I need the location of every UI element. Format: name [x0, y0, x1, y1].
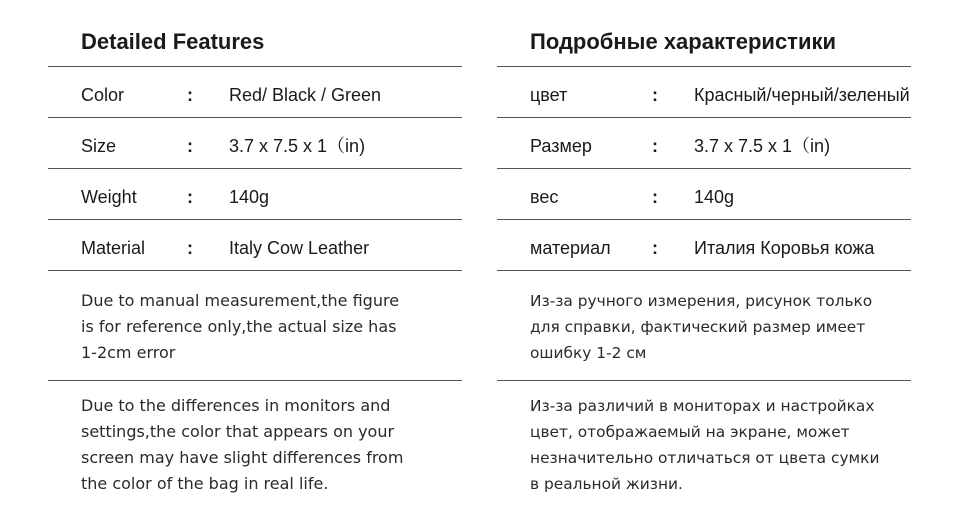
color-difference-note-ru: Из-за различий в мониторах и настройках цвет, отображаемый на экране, может незначительно отличаться от цвета сумки в реальной жизни. — [530, 397, 880, 493]
material-label: Material — [81, 238, 146, 258]
material-separator-ru: : — [652, 238, 658, 258]
material-value-ru: Италия Коровья кожа — [694, 238, 875, 258]
size-row — [48, 118, 462, 169]
weight-value-ru: 140g — [694, 187, 735, 207]
size-value: 3.7 x 7.5 x 1（in) — [229, 136, 366, 156]
color-separator-ru: : — [652, 85, 658, 105]
english-features-column — [48, 0, 462, 511]
russian-title: Подробные характеристики — [497, 0, 911, 67]
russian-features-column — [497, 0, 911, 511]
english-title: Detailed Features — [48, 0, 462, 67]
measurement-note: Due to manual measurement,the figure is for reference only,the actual size has 1-2cm error — [48, 271, 462, 381]
size-value-ru: 3.7 x 7.5 x 1（in) — [694, 136, 831, 156]
color-label-ru: цвет — [530, 85, 568, 105]
color-value-ru: Красный/черный/зеленый — [694, 85, 910, 105]
weight-value: 140g — [229, 187, 270, 207]
material-label-ru: материал — [530, 238, 611, 258]
weight-row-ru — [497, 169, 911, 220]
material-separator: : — [187, 238, 193, 258]
color-row-ru — [497, 67, 911, 118]
weight-row — [48, 169, 462, 220]
size-label: Size — [81, 136, 117, 156]
size-separator-ru: : — [652, 136, 658, 156]
measurement-note-ru: Из-за ручного измерения, рисунок только для справки, фактический размер имеет ошибку 1-2 см — [497, 271, 911, 381]
color-value: Red/ Black / Green — [229, 85, 382, 105]
weight-label-ru: вес — [530, 187, 559, 207]
weight-label: Weight — [81, 187, 137, 207]
color-separator: : — [187, 85, 193, 105]
color-row — [48, 67, 462, 118]
size-separator: : — [187, 136, 193, 156]
material-row-ru — [497, 220, 911, 271]
material-value: Italy Cow Leather — [229, 238, 370, 258]
color-label: Color — [81, 85, 125, 105]
weight-separator-ru: : — [652, 187, 658, 207]
color-difference-note: Due to the differences in monitors and settings,the color that appears on your screen may have slight differences from the color of the bag in real life. — [81, 396, 404, 493]
size-label-ru: Размер — [530, 136, 592, 156]
material-row — [48, 220, 462, 271]
weight-separator: : — [187, 187, 193, 207]
size-row-ru — [497, 118, 911, 169]
